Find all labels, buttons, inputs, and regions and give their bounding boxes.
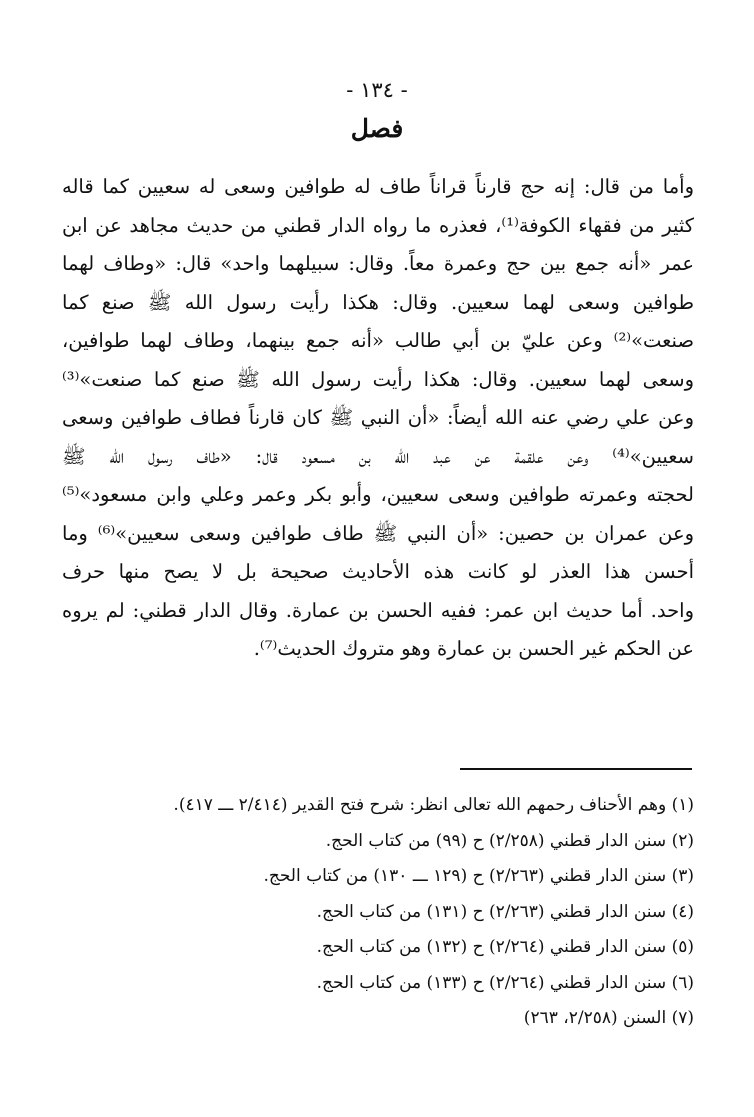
- footnote: (٦) سنن الدار قطني (٢/٢٦٤) ح (١٣٣) من كتاب الحج.: [316, 972, 694, 993]
- footnote: (٣) سنن الدار قطني (٢/٢٦٣) ح (١٢٩ ـــ ١٣٠) من كتاب الحج.: [263, 866, 694, 886]
- footnote: (٧) السنن (٢/٢٥٨، ٢٦٣): [523, 1008, 694, 1028]
- footnote: (٤) سنن الدار قطني (٢/٢٦٣) ح (١٣١) من كتاب الحج.: [316, 901, 694, 922]
- body-line: وعن علي رضي عنه الله أيضاً: «أن النبي ﷺ كان قارناً فطاف طوافين وسعى: [62, 406, 694, 429]
- section-title: فصل: [350, 114, 404, 143]
- body-line: عن الحكم غير الحسن بن عمارة وهو متروك الحديث⁽⁷⁾.: [253, 637, 694, 660]
- footnote-divider: [460, 768, 692, 770]
- body-line: كثير من فقهاء الكوفة⁽¹⁾، فعذره ما رواه الدار قطني من حديث مجاهد عن ابن: [62, 213, 694, 237]
- body-line: وسعى لهما سعيين. وقال: هكذا رأيت رسول الله ﷺ صنع كما صنعت»⁽³⁾: [62, 367, 694, 391]
- body-line: سعيين»⁽⁴⁾ وعن علقمة عن عبد الله بن مسعود قال: «طاف رسول الله ﷺ: [62, 444, 694, 468]
- body-line: طوافين وسعى لهما سعيين. وقال: هكذا رأيت رسول الله ﷺ صنع كما: [62, 290, 694, 314]
- page-number: - ١٣٤ -: [346, 78, 408, 102]
- body-line: لحجته وعمرته طوافين وسعى سعيين، وأبو بكر وعمر وعلي وابن مسعود»⁽⁵⁾: [62, 483, 694, 506]
- body-line: وعن عمران بن حصين: «أن النبي ﷺ طاف طوافين وسعى سعيين»⁽⁶⁾ وما: [62, 521, 694, 545]
- body-line: أحسن هذا العذر لو كانت هذه الأحاديث صحيحة بل لا يصح منها حرف: [62, 560, 694, 583]
- footnote: (٢) سنن الدار قطني (٢/٢٥٨) ح (٩٩) من كتاب الحج.: [325, 830, 694, 851]
- footnotes: [62, 788, 694, 1037]
- footnote: (١) وهم الأحناف رحمهم الله تعالى انظر: شرح فتح القدير (٢/٤١٤ ـــ ٤١٧).: [173, 795, 694, 815]
- body-line: عمر «أنه جمع بين حج وعمرة معاً. وقال: سبيلهما واحد» قال: «وطاف لهما: [62, 252, 694, 275]
- body-line: واحد. أما حديث ابن عمر: ففيه الحسن بن عمارة. وقال الدار قطني: لم يروه: [62, 598, 694, 622]
- body-line: صنعت»⁽²⁾ وعن عليّ بن أبي طالب «أنه جمع بينهما، وطاف لهما طوافين،: [62, 329, 694, 352]
- body-line: وأما من قال: إنه حج قارناً قراناً طاف له طوافين وسعى له سعيين كما قاله: [62, 175, 694, 198]
- footnote: (٥) سنن الدار قطني (٢/٢٦٤) ح (١٣٢) من كتاب الحج.: [316, 937, 694, 957]
- body-text: [62, 168, 694, 669]
